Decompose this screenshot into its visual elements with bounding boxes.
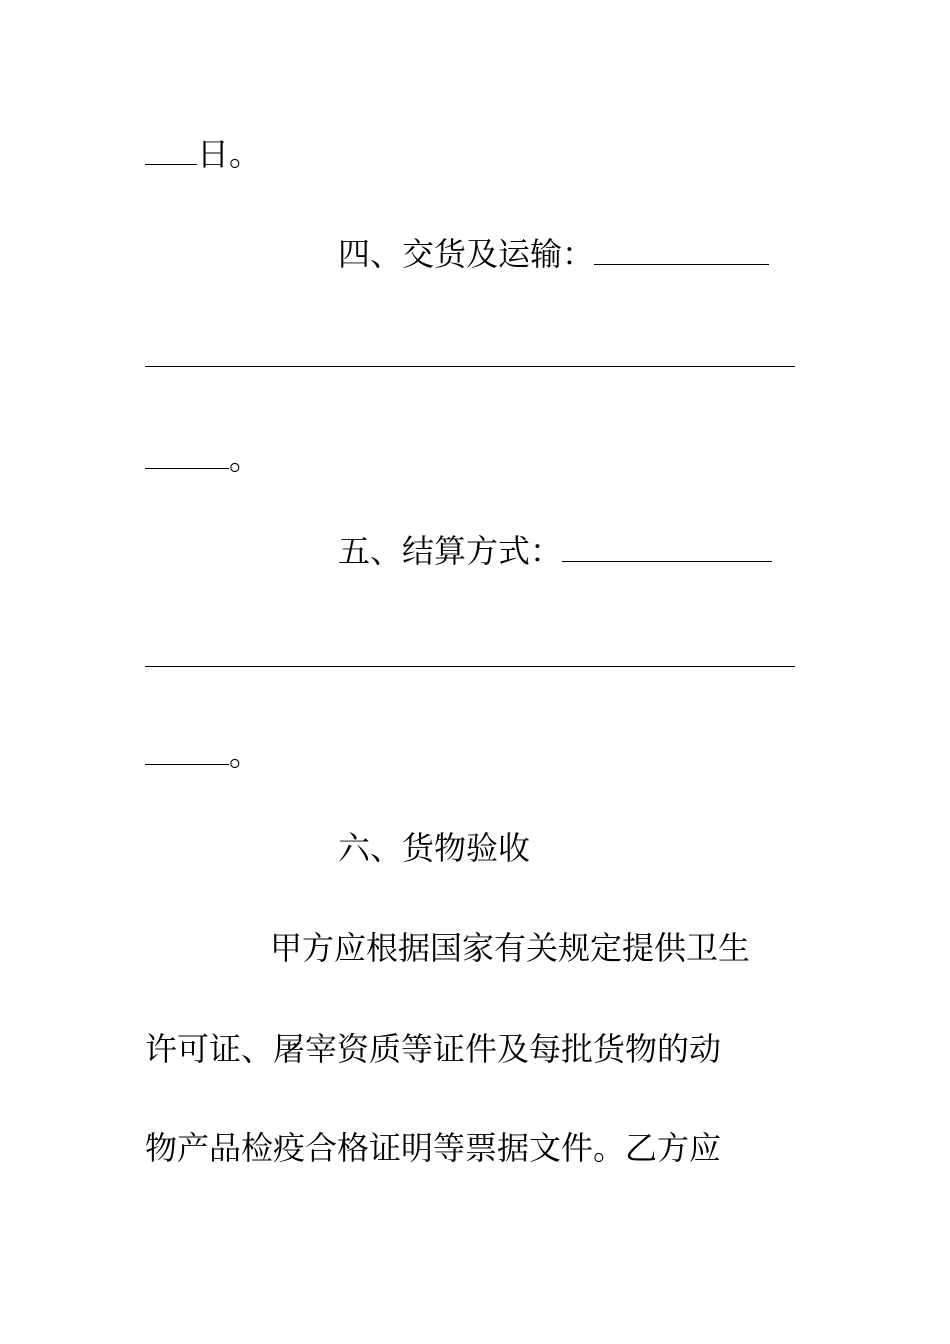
date-blank xyxy=(145,128,197,165)
section-5-end-line xyxy=(145,728,795,778)
section-4-fill-line xyxy=(145,366,795,367)
date-line xyxy=(145,128,795,178)
section-6-heading xyxy=(145,823,795,873)
section-4-end-blank xyxy=(145,432,229,469)
section-4-end-line xyxy=(145,432,795,482)
paragraph-line-1 xyxy=(145,923,795,973)
paragraph-line-3-text: 物产品检疫合格证明等票据文件。乙方应 xyxy=(145,1129,722,1167)
section-5-blank xyxy=(562,525,772,562)
section-4-title: 四、交货及运输： xyxy=(338,235,595,273)
paragraph-line-3 xyxy=(145,1123,795,1173)
section-5-end-text: 。 xyxy=(229,735,262,773)
date-line-text: 日。 xyxy=(197,135,262,173)
section-6-title: 六、货物验收 xyxy=(338,829,531,867)
paragraph-line-1-text: 甲方应根据国家有关规定提供卫生 xyxy=(270,929,751,967)
section-5-heading xyxy=(145,525,795,575)
section-5-end-blank xyxy=(145,728,229,765)
section-4-heading xyxy=(145,228,795,278)
section-4-blank xyxy=(594,228,769,265)
section-5-fill-line xyxy=(145,666,795,667)
section-4-end-text: 。 xyxy=(229,439,262,477)
paragraph-line-2-text: 许可证、屠宰资质等证件及每批货物的动 xyxy=(145,1030,722,1068)
section-5-title: 五、结算方式： xyxy=(338,532,563,570)
paragraph-line-2 xyxy=(145,1024,795,1074)
